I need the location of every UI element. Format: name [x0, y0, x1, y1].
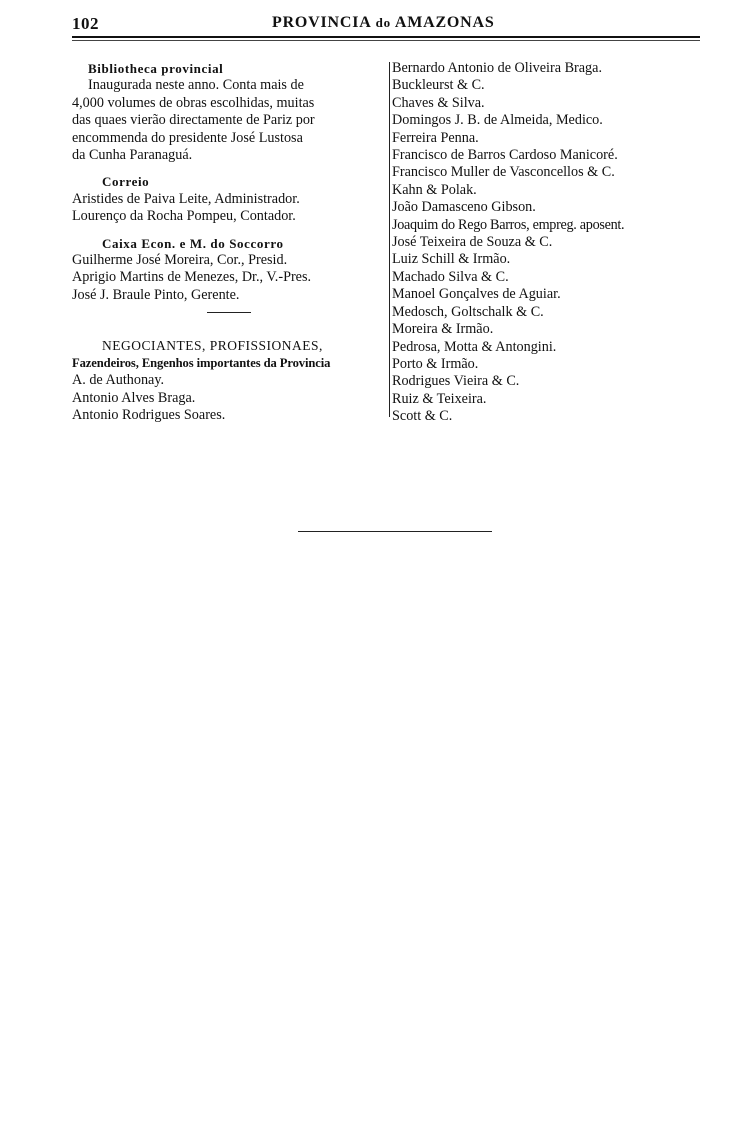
caixa-line: José J. Braule Pinto, Gerente. — [72, 286, 240, 303]
negociante-entry: A. de Authonay. — [72, 372, 165, 389]
negociante-entry: Chaves & Silva. — [392, 94, 485, 111]
running-title-main: PROVINCIA — [272, 14, 371, 31]
negociante-entry: Antonio Alves Braga. — [72, 389, 196, 406]
negociante-entry: Ruiz & Teixeira. — [392, 390, 487, 407]
negociante-entry: Kahn & Polak. — [392, 181, 477, 198]
negociante-entry: Bernardo Antonio de Oliveira Braga. — [392, 60, 602, 76]
section-heading-correio: Correio — [102, 174, 150, 190]
section-heading-bibliotheca: Bibliotheca provincial — [88, 61, 224, 76]
negociante-entry: Pedrosa, Motta & Antongini. — [392, 338, 557, 355]
bibliotheca-line: da Cunha Paranaguá. — [72, 147, 193, 164]
right-column — [392, 60, 702, 426]
negociante-entry: João Damasceno Gibson. — [392, 199, 536, 216]
end-of-section-rule — [298, 531, 492, 532]
negociante-entry: Luiz Schill & Irmão. — [392, 251, 511, 268]
section-heading-caixa: Caixa Econ. e M. do Soccorro — [102, 235, 284, 251]
correio-line: Aristides de Paiva Leite, Administrador. — [72, 190, 300, 207]
negociante-entry: Domingos J. B. de Almeida, Medico. — [392, 112, 603, 129]
negociante-entry: José Teixeira de Souza & C. — [392, 234, 553, 251]
header-rule — [72, 36, 700, 38]
caixa-line: Aprigio Martins de Menezes, Dr., V.-Pres. — [72, 269, 312, 286]
negociante-entry: Rodrigues Vieira & C. — [392, 373, 520, 390]
negociante-entry: Porto & Irmão. — [392, 355, 479, 372]
section-heading-negociantes: NEGOCIANTES, PROFISSIONAES, — [102, 338, 323, 354]
negociante-entry: Francisco Muller de Vasconcellos & C. — [392, 164, 615, 181]
negociante-entry: Ferreira Penna. — [392, 129, 479, 146]
negociante-entry: Machado Silva & C. — [392, 268, 509, 285]
section-subheading-fazendeiros: Fazendeiros, Engenhos importantes da Provincia — [72, 355, 331, 370]
negociante-entry: Joaquim do Rego Barros, empreg. aposent. — [392, 216, 625, 233]
page-number: 102 — [72, 14, 99, 33]
negociante-entry: Medosch, Goltschalk & C. — [392, 303, 544, 320]
negociante-entry: Scott & C. — [392, 408, 453, 425]
correio-line: Lourenço da Rocha Pompeu, Contador. — [72, 208, 296, 225]
running-title — [272, 14, 495, 32]
header-rule-thin — [72, 40, 700, 41]
left-column — [72, 60, 386, 424]
running-title-region: AMAZONAS — [394, 14, 495, 31]
negociante-entry: Moreira & Irmão. — [392, 321, 494, 338]
column-divider — [389, 62, 390, 417]
bibliotheca-line: Inaugurada neste anno. Conta mais de — [88, 77, 304, 94]
negociante-entry: Antonio Rodrigues Soares. — [72, 406, 226, 423]
page-header — [72, 14, 700, 38]
bibliotheca-line: 4,000 volumes de obras escolhidas, muitas — [72, 94, 315, 111]
negociante-entry: Buckleurst & C. — [392, 77, 485, 94]
bibliotheca-line: das quaes vierão directamente de Pariz por — [72, 112, 315, 129]
running-title-connector: do — [375, 15, 391, 30]
negociante-entry: Francisco de Barros Cardoso Manicoré. — [392, 147, 618, 164]
bibliotheca-line: encommenda do presidente José Lustosa — [72, 129, 303, 146]
negociante-entry: Manoel Gonçalves de Aguiar. — [392, 286, 561, 303]
section-divider-rule — [207, 312, 251, 313]
caixa-line: Guilherme José Moreira, Cor., Presid. — [72, 252, 288, 269]
